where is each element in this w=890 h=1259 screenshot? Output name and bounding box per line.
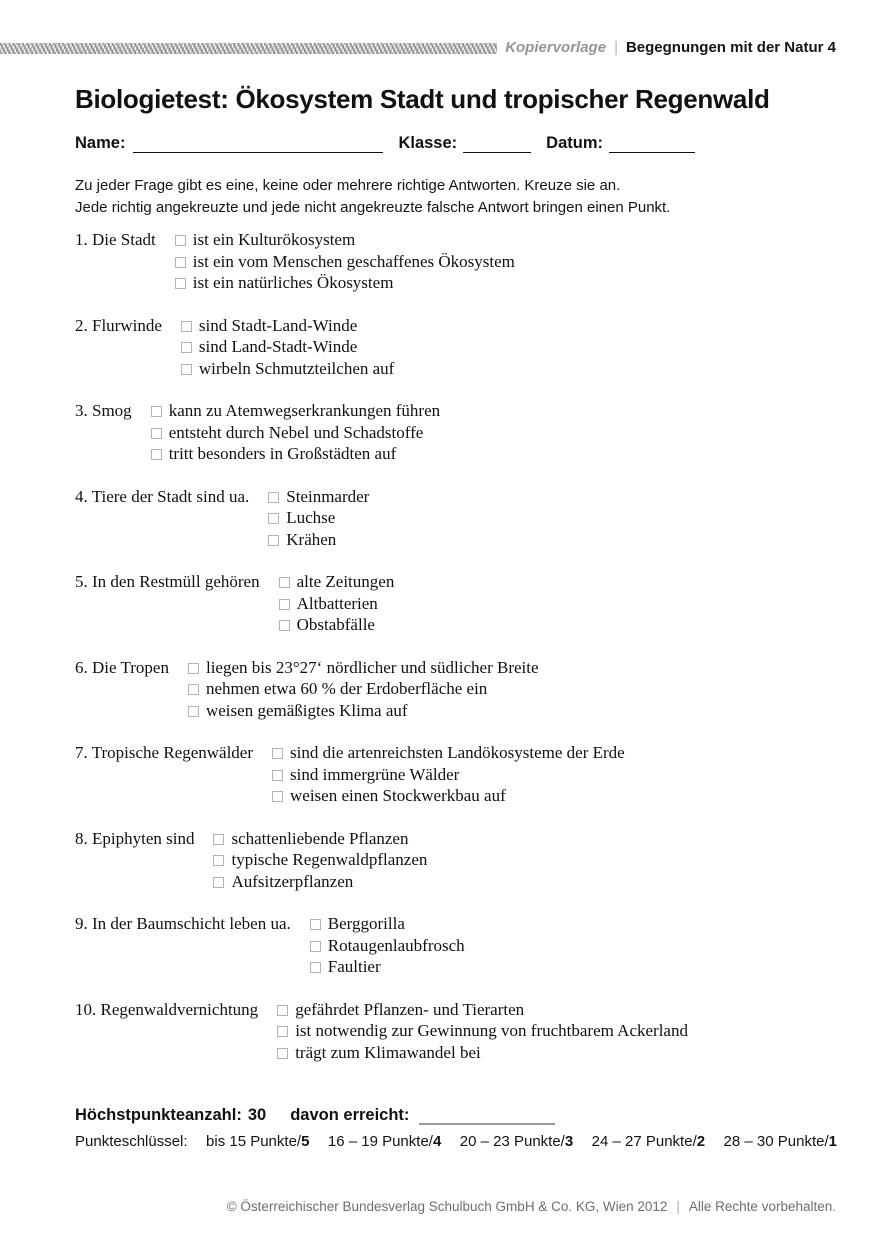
grade-range: 28 – 30 Punkte/ xyxy=(723,1133,829,1150)
question-8 xyxy=(75,828,688,893)
question-10 xyxy=(75,999,688,1064)
score-summary xyxy=(75,1106,837,1125)
checkbox[interactable] xyxy=(277,1048,288,1059)
checkbox[interactable] xyxy=(272,748,283,759)
answer-options xyxy=(272,742,625,807)
checkbox[interactable] xyxy=(268,513,279,524)
question-label: 5. In den Restmüll gehören xyxy=(75,572,260,591)
scoring-section xyxy=(75,1106,837,1150)
max-points-label: Höchstpunkteanzahl: xyxy=(75,1106,242,1124)
answer-option xyxy=(175,272,515,294)
answer-options xyxy=(175,229,515,294)
answer-option xyxy=(279,571,395,593)
checkbox[interactable] xyxy=(175,235,186,246)
checkbox[interactable] xyxy=(181,321,192,332)
question-label: 8. Epiphyten sind xyxy=(75,828,195,848)
question-label: 3. Smog xyxy=(75,401,132,420)
checkbox[interactable] xyxy=(279,599,290,610)
answer-option-label: sind immergrüne Wälder xyxy=(290,764,460,784)
grading-key-label: Punkteschlüssel: xyxy=(75,1133,188,1150)
grade-range: 20 – 23 Punkte/ xyxy=(459,1133,565,1150)
checkbox[interactable] xyxy=(181,364,192,375)
answer-option xyxy=(151,443,440,465)
answer-option-label: Luchse xyxy=(286,508,336,527)
answer-option-label: wirbeln Schmutzteilchen auf xyxy=(198,358,395,378)
name-label: Name: xyxy=(75,134,126,152)
answer-option-label: sind Land-Stadt-Winde xyxy=(198,337,358,356)
answer-option-label: Obstabfälle xyxy=(296,615,375,634)
question-5 xyxy=(75,571,688,636)
answer-option-label: ist ein natürliches Ökosystem xyxy=(192,273,394,292)
checkbox[interactable] xyxy=(213,834,224,845)
answer-option xyxy=(268,486,369,508)
date-label: Datum: xyxy=(546,134,603,152)
grade-value: 4 xyxy=(432,1133,442,1150)
checkbox[interactable] xyxy=(181,342,192,353)
question-7 xyxy=(75,742,688,807)
answer-option-label: weisen einen Stockwerkbau auf xyxy=(290,786,506,805)
checkbox[interactable] xyxy=(175,278,186,289)
grade-range: 24 – 27 Punkte/ xyxy=(591,1133,697,1150)
rights-text: Alle Rechte vorbehalten. xyxy=(688,1199,836,1214)
page-header xyxy=(505,39,836,56)
answer-option xyxy=(272,785,625,807)
answer-option-label: typische Regenwaldpflanzen xyxy=(231,850,428,869)
answer-option xyxy=(310,935,465,957)
answer-option xyxy=(175,229,515,251)
answer-options xyxy=(213,828,427,893)
answer-option-label: Rotaugenlaubfrosch xyxy=(327,935,465,955)
answer-option xyxy=(279,614,395,636)
answer-options xyxy=(181,315,394,380)
answer-option xyxy=(213,871,427,893)
checkbox[interactable] xyxy=(272,770,283,781)
answer-option xyxy=(272,764,625,786)
answer-option xyxy=(268,507,369,529)
answer-option-label: Altbatterien xyxy=(296,593,378,613)
checkbox[interactable] xyxy=(188,706,199,717)
answer-option xyxy=(213,849,427,871)
checkbox[interactable] xyxy=(213,855,224,866)
answer-option-label: kann zu Atemwegserkrankungen führen xyxy=(168,401,441,420)
max-points-value: 30 xyxy=(247,1106,267,1124)
question-label: 7. Tropische Regenwälder xyxy=(75,743,254,762)
date-blank-line[interactable] xyxy=(609,136,695,153)
question-list xyxy=(75,229,688,1063)
answer-options xyxy=(279,571,395,636)
answer-option-label: Krähen xyxy=(286,529,337,549)
grade-value: 2 xyxy=(696,1133,706,1150)
checkbox[interactable] xyxy=(175,257,186,268)
checkbox[interactable] xyxy=(151,428,162,439)
answer-option xyxy=(277,999,688,1021)
answer-option-label: Aufsitzerpflanzen xyxy=(231,871,354,891)
answer-option xyxy=(188,657,539,679)
checkbox[interactable] xyxy=(279,620,290,631)
answer-option xyxy=(213,828,427,850)
answer-option xyxy=(272,742,625,764)
question-6 xyxy=(75,657,688,722)
checkbox[interactable] xyxy=(213,877,224,888)
answer-option-label: tritt besonders in Großstädten auf xyxy=(168,444,397,463)
answer-option-label: ist ein vom Menschen geschaffenes Ökosystem xyxy=(192,251,515,271)
answer-option-label: liegen bis 23°27‘ nördlicher und südlicher Breite xyxy=(205,657,539,677)
answer-option-label: Berggorilla xyxy=(327,914,405,933)
grade-value: 3 xyxy=(564,1133,574,1150)
question-3 xyxy=(75,400,688,465)
answer-option-label: sind Stadt-Land-Winde xyxy=(198,315,358,335)
answer-option xyxy=(277,1042,688,1064)
question-label: 6. Die Tropen xyxy=(75,657,169,677)
grade-value: 5 xyxy=(301,1133,310,1150)
answer-option xyxy=(279,593,395,615)
question-9 xyxy=(75,913,688,978)
instruction-line-2: Jede richtig angekreuzte und jede nicht angekreuzte falsche Antwort bringen einen Punkt. xyxy=(75,199,671,216)
checkbox[interactable] xyxy=(272,791,283,802)
question-label: 2. Flurwinde xyxy=(75,315,162,335)
question-2 xyxy=(75,315,688,380)
checkbox[interactable] xyxy=(151,449,162,460)
grade-range: bis 15 Punkte/ xyxy=(206,1133,302,1150)
checkbox[interactable] xyxy=(279,577,290,588)
answer-option xyxy=(268,529,369,551)
question-label: 4. Tiere der Stadt sind ua. xyxy=(75,486,250,506)
checkbox[interactable] xyxy=(310,962,321,973)
header-book-title: Begegnungen mit der Natur 4 xyxy=(625,39,836,56)
answer-option xyxy=(310,956,465,978)
grading-key-entry xyxy=(328,1133,441,1150)
answer-option-label: nehmen etwa 60 % der Erdoberfläche ein xyxy=(205,679,488,698)
student-info-row xyxy=(75,134,695,153)
question-label: 1. Die Stadt xyxy=(75,230,156,249)
answer-option xyxy=(175,251,515,273)
answer-option xyxy=(188,700,539,722)
header-category-label: Kopiervorlage xyxy=(505,39,607,56)
answer-option-label: weisen gemäßigtes Klima auf xyxy=(205,700,408,720)
instruction-line-1: Zu jeder Frage gibt es eine, keine oder mehrere richtige Antworten. Kreuze sie an. xyxy=(75,177,621,194)
instructions xyxy=(75,175,670,219)
answer-option-label: trägt zum Klimawandel bei xyxy=(295,1042,481,1062)
header-divider: | xyxy=(614,39,618,56)
answer-option xyxy=(181,336,394,358)
answer-option-label: Faultier xyxy=(327,957,381,976)
checkbox[interactable] xyxy=(268,535,279,546)
achieved-points-blank-line[interactable] xyxy=(419,1109,555,1125)
question-label: 10. Regenwaldvernichtung xyxy=(75,999,259,1019)
checkbox[interactable] xyxy=(188,684,199,695)
answer-option xyxy=(310,913,465,935)
answer-option-label: sind die artenreichsten Landökosysteme der Erde xyxy=(290,743,625,762)
copyright-text: © Österreichischer Bundesverlag Schulbuch GmbH & Co. KG, Wien 2012 xyxy=(226,1199,668,1214)
checkbox[interactable] xyxy=(277,1026,288,1037)
grade-value: 1 xyxy=(828,1133,837,1150)
grading-key-entry xyxy=(724,1133,837,1150)
answer-option-label: ist notwendig zur Gewinnung von fruchtbarem Ackerland xyxy=(295,1021,688,1040)
page-footer xyxy=(227,1199,836,1214)
answer-option xyxy=(181,315,394,337)
answer-option xyxy=(151,422,440,444)
answer-option xyxy=(188,678,539,700)
grading-key-entry xyxy=(460,1133,573,1150)
answer-option xyxy=(277,1020,688,1042)
question-label: 9. In der Baumschicht leben ua. xyxy=(75,914,291,933)
question-4 xyxy=(75,486,688,551)
page-title: Biologietest: Ökosystem Stadt und tropischer Regenwald xyxy=(75,84,770,114)
grading-key-entry xyxy=(592,1133,705,1150)
checkbox[interactable] xyxy=(310,919,321,930)
answer-option xyxy=(151,400,440,422)
answer-option-label: entsteht durch Nebel und Schadstoffe xyxy=(168,422,424,442)
question-1 xyxy=(75,229,688,294)
checkbox[interactable] xyxy=(277,1005,288,1016)
achieved-points-label: davon erreicht: xyxy=(290,1106,410,1124)
footer-divider: | xyxy=(676,1199,680,1214)
class-blank-line[interactable] xyxy=(463,136,531,153)
header-texture-bar xyxy=(0,43,497,54)
answer-option-label: Steinmarder xyxy=(286,486,370,506)
answer-option-label: alte Zeitungen xyxy=(296,572,395,591)
checkbox[interactable] xyxy=(268,492,279,503)
answer-option xyxy=(181,358,394,380)
checkbox[interactable] xyxy=(310,941,321,952)
answer-options xyxy=(151,400,440,465)
answer-options xyxy=(277,999,688,1064)
class-label: Klasse: xyxy=(398,134,458,152)
grading-key xyxy=(75,1133,837,1150)
answer-option-label: ist ein Kulturökosystem xyxy=(192,230,356,249)
answer-options xyxy=(310,913,465,978)
answer-option-label: schattenliebende Pflanzen xyxy=(231,828,409,848)
checkbox[interactable] xyxy=(188,663,199,674)
answer-option-label: gefährdet Pflanzen- und Tierarten xyxy=(295,999,525,1019)
checkbox[interactable] xyxy=(151,406,162,417)
answer-options xyxy=(268,486,369,551)
grading-key-entry xyxy=(206,1133,309,1150)
answer-options xyxy=(188,657,539,722)
grade-range: 16 – 19 Punkte/ xyxy=(327,1133,433,1150)
name-blank-line[interactable] xyxy=(133,136,383,153)
